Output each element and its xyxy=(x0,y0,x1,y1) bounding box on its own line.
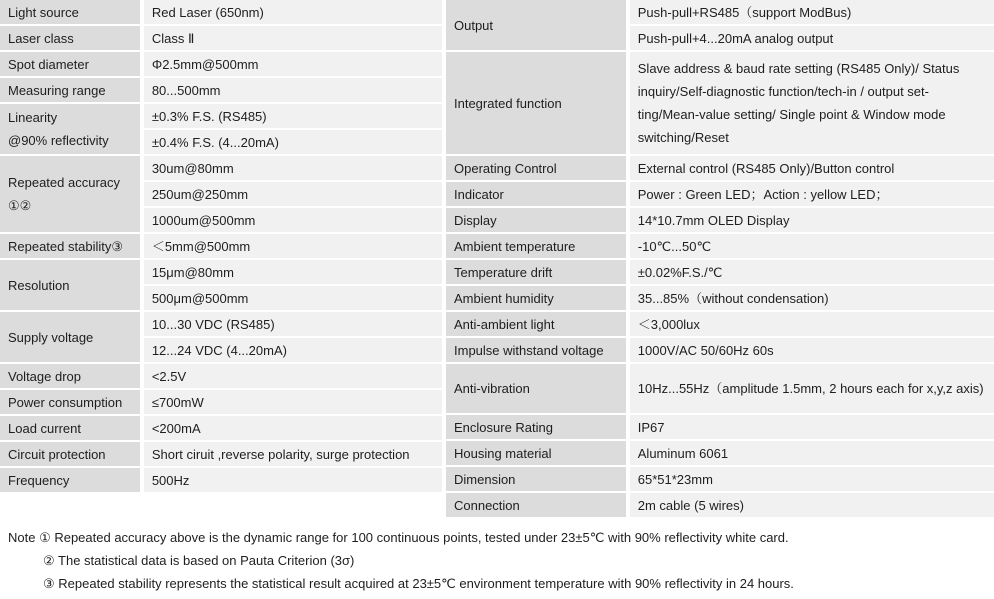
spec-value-cell xyxy=(144,26,442,50)
spec-values xyxy=(144,364,442,388)
spec-table-right xyxy=(446,0,994,519)
spec-label-text: Operating Control xyxy=(454,160,557,176)
spec-label xyxy=(446,312,626,336)
spec-label xyxy=(446,338,626,362)
spec-label-text: Housing material xyxy=(454,445,552,461)
spec-label-text: Integrated function xyxy=(454,95,562,111)
spec-value: Push-pull+RS485（support ModBus) xyxy=(637,4,852,20)
spec-label xyxy=(0,442,140,466)
spec-value: Φ2.5mm@500mm xyxy=(151,56,259,72)
spec-value-cell xyxy=(630,156,994,180)
spec-row-housing-material xyxy=(446,441,994,465)
spec-value: ±0.4% F.S. (4...20mA) xyxy=(151,134,279,150)
spec-label xyxy=(446,234,626,258)
spec-value-cell xyxy=(630,208,994,232)
spec-value-cell xyxy=(144,468,442,492)
spec-value: 35...85%（without condensation) xyxy=(637,290,829,306)
spec-value-cell xyxy=(144,78,442,102)
spec-values xyxy=(144,26,442,50)
spec-row-output xyxy=(446,0,994,50)
spec-value-cell xyxy=(144,442,442,466)
spec-label-text: Temperature drift xyxy=(454,264,553,280)
spec-label-text: Repeated accuracy ①② xyxy=(8,175,121,213)
spec-values xyxy=(630,338,994,362)
spec-value-cell xyxy=(630,260,994,284)
spec-value-cell xyxy=(144,0,442,24)
spec-row-temperature-drift xyxy=(446,260,994,284)
spec-value-cell xyxy=(630,312,994,336)
spec-values xyxy=(630,493,994,517)
spec-values xyxy=(144,468,442,492)
spec-value-cell xyxy=(144,182,442,206)
spec-value-cell xyxy=(144,260,442,284)
spec-value-cell xyxy=(144,338,442,362)
spec-label-text: Anti-vibration xyxy=(454,381,530,396)
spec-row-spot-diameter xyxy=(0,52,442,76)
spec-row-laser-class xyxy=(0,26,442,50)
spec-value-cell xyxy=(630,182,994,206)
spec-value-cell xyxy=(144,130,442,154)
spec-values xyxy=(630,52,994,154)
spec-value: Class Ⅱ xyxy=(151,30,195,46)
spec-row-linearity xyxy=(0,104,442,154)
spec-label xyxy=(446,467,626,491)
spec-value: 10Hz...55Hz（amplitude 1.5mm, 2 hours each for x,y,z axis) xyxy=(637,381,984,396)
spec-label xyxy=(446,441,626,465)
spec-values xyxy=(144,442,442,466)
spec-value-cell xyxy=(630,26,994,50)
spec-row-measuring-range xyxy=(0,78,442,102)
spec-row-operating-control xyxy=(446,156,994,180)
spec-value-cell xyxy=(144,416,442,440)
spec-values xyxy=(144,312,442,362)
spec-row-circuit-protection xyxy=(0,442,442,466)
spec-label xyxy=(0,260,140,310)
spec-value: External control (RS485 Only)/Button control xyxy=(637,160,895,176)
spec-label-text: Supply voltage xyxy=(8,329,94,345)
spec-label xyxy=(0,390,140,414)
spec-values xyxy=(144,52,442,76)
spec-label-text: Repeated stability③ xyxy=(8,238,123,254)
spec-value: Short ciruit ,reverse polarity, surge protection xyxy=(151,446,410,462)
spec-label xyxy=(0,416,140,440)
spec-label xyxy=(0,234,140,258)
spec-row-repeated-accuracy xyxy=(0,156,442,232)
spec-value-cell xyxy=(630,364,994,413)
spec-value: 500Hz xyxy=(151,472,190,488)
spec-value: <2.5V xyxy=(151,368,187,384)
spec-label-text: Connection xyxy=(454,497,520,513)
spec-label-text: Measuring range xyxy=(8,82,106,98)
spec-value-cell xyxy=(630,0,994,24)
spec-table-left xyxy=(0,0,442,494)
spec-label-text: Indicator xyxy=(454,186,504,202)
spec-label-text: Light source xyxy=(8,4,79,20)
spec-row-light-source xyxy=(0,0,442,24)
spec-value-cell xyxy=(144,234,442,258)
spec-value-cell xyxy=(144,390,442,414)
spec-label-text: Linearity @90% reflectivity xyxy=(8,110,109,148)
spec-row-enclosure-rating xyxy=(446,415,994,439)
note-2: ② The statistical data is based on Pauta Criterion (3σ) xyxy=(43,553,355,568)
spec-row-display xyxy=(446,208,994,232)
spec-label-text: Resolution xyxy=(8,277,70,293)
spec-value: ≤700mW xyxy=(151,394,204,410)
spec-row-anti-vibration xyxy=(446,364,994,413)
spec-label-text: Frequency xyxy=(8,472,70,488)
spec-values xyxy=(144,390,442,414)
spec-values xyxy=(144,78,442,102)
spec-value: ＜5mm@500mm xyxy=(151,238,251,254)
spec-label xyxy=(446,182,626,206)
spec-row-ambient-humidity xyxy=(446,286,994,310)
spec-value: 250um@250mm xyxy=(151,186,249,202)
spec-values xyxy=(630,286,994,310)
spec-values xyxy=(630,182,994,206)
spec-value: 80...500mm xyxy=(151,82,221,98)
spec-value-cell xyxy=(630,467,994,491)
notes-section xyxy=(8,526,988,595)
spec-label-text: Voltage drop xyxy=(8,368,82,384)
spec-value: 65*51*23mm xyxy=(637,471,713,487)
spec-values xyxy=(630,467,994,491)
spec-label-text: Impulse withstand voltage xyxy=(454,342,604,358)
note-1: Note ① Repeated accuracy above is the dynamic range for 100 continuous points, tested under 23±5℃ with 90% reflectivity white card. xyxy=(8,530,789,545)
spec-label xyxy=(0,52,140,76)
spec-row-repeated-stability xyxy=(0,234,442,258)
spec-label xyxy=(446,493,626,517)
spec-row-resolution xyxy=(0,260,442,310)
spec-label-text: Load current xyxy=(8,420,81,436)
spec-value-cell xyxy=(144,52,442,76)
spec-value: 12...24 VDC (4...20mA) xyxy=(151,342,287,358)
spec-value-cell xyxy=(630,286,994,310)
spec-label xyxy=(0,0,140,24)
spec-label-text: Display xyxy=(454,212,497,228)
spec-values xyxy=(630,234,994,258)
spec-label-text: Power consumption xyxy=(8,394,123,410)
spec-label xyxy=(446,156,626,180)
spec-value: 10...30 VDC (RS485) xyxy=(151,316,275,332)
spec-value: ±0.02%F.S./℃ xyxy=(637,264,723,280)
spec-row-power-consumption xyxy=(0,390,442,414)
spec-row-integrated-function xyxy=(446,52,994,154)
spec-value: 2m cable (5 wires) xyxy=(637,497,744,513)
spec-row-supply-voltage xyxy=(0,312,442,362)
spec-value: Push-pull+4...20mA analog output xyxy=(637,30,834,46)
spec-values xyxy=(630,260,994,284)
spec-label xyxy=(446,260,626,284)
spec-label xyxy=(0,468,140,492)
spec-values xyxy=(630,441,994,465)
spec-label-text: Dimension xyxy=(454,471,516,487)
spec-value: 1000um@500mm xyxy=(151,212,256,228)
spec-label-text: Circuit protection xyxy=(8,446,106,462)
spec-values xyxy=(630,0,994,50)
spec-row-ambient-temperature xyxy=(446,234,994,258)
spec-value-cell xyxy=(144,156,442,180)
spec-value: 14*10.7mm OLED Display xyxy=(637,212,790,228)
spec-value: 500μm@500mm xyxy=(151,290,249,306)
spec-label xyxy=(0,156,140,232)
spec-label xyxy=(0,78,140,102)
spec-value-cell xyxy=(630,234,994,258)
spec-values xyxy=(630,156,994,180)
spec-row-connection xyxy=(446,493,994,517)
spec-values xyxy=(630,415,994,439)
spec-row-dimension xyxy=(446,467,994,491)
spec-values xyxy=(144,234,442,258)
spec-label-text: Ambient temperature xyxy=(454,238,576,254)
spec-value-cell xyxy=(144,286,442,310)
spec-row-load-current xyxy=(0,416,442,440)
spec-values xyxy=(144,260,442,310)
spec-values xyxy=(630,364,994,413)
spec-values xyxy=(630,208,994,232)
spec-value: IP67 xyxy=(637,419,665,435)
spec-row-anti-ambient-light xyxy=(446,312,994,336)
spec-row-indicator xyxy=(446,182,994,206)
spec-value: Red Laser (650nm) xyxy=(151,4,264,20)
spec-label xyxy=(0,364,140,388)
spec-value: Power : Green LED；Action : yellow LED； xyxy=(637,186,889,202)
note-3: ③ Repeated stability represents the statistical result acquired at 23±5℃ environment temperature with 90% reflectivity in 24 hours. xyxy=(43,576,794,591)
spec-label-text: Spot diameter xyxy=(8,56,89,72)
spec-values xyxy=(144,0,442,24)
spec-label xyxy=(0,26,140,50)
spec-row-voltage-drop xyxy=(0,364,442,388)
spec-values xyxy=(144,104,442,154)
spec-value-cell xyxy=(630,441,994,465)
spec-row-impulse-withstand-voltage xyxy=(446,338,994,362)
spec-value-cell xyxy=(144,104,442,128)
spec-values xyxy=(630,312,994,336)
spec-value: 1000V/AC 50/60Hz 60s xyxy=(637,342,774,358)
spec-label xyxy=(446,208,626,232)
spec-value: 15μm@80mm xyxy=(151,264,234,280)
spec-value-cell xyxy=(630,52,994,154)
spec-values xyxy=(144,416,442,440)
spec-values xyxy=(144,156,442,232)
spec-label-text: Laser class xyxy=(8,30,74,46)
spec-value-cell xyxy=(630,493,994,517)
spec-label xyxy=(446,415,626,439)
spec-value: <200mA xyxy=(151,420,201,436)
spec-row-frequency xyxy=(0,468,442,492)
spec-value: ＜3,000lux xyxy=(637,316,700,332)
spec-value-cell xyxy=(630,415,994,439)
spec-value: Slave address & baud rate setting (RS485 Only)/ Status inquiry/Self-diagnostic function/tech-in / output set-ting/Mean-value setting/ Single point & Window mode switching/Reset xyxy=(637,61,960,145)
spec-value-cell xyxy=(144,312,442,336)
spec-label-text: Output xyxy=(454,17,494,33)
spec-label xyxy=(446,0,626,50)
spec-value-cell xyxy=(630,338,994,362)
spec-label-text: Enclosure Rating xyxy=(454,419,553,435)
spec-value-cell xyxy=(144,208,442,232)
spec-label xyxy=(0,104,140,154)
spec-label xyxy=(446,52,626,154)
spec-label-text: Anti-ambient light xyxy=(454,316,555,332)
spec-value-cell xyxy=(144,364,442,388)
spec-value: -10℃...50℃ xyxy=(637,238,712,254)
spec-label xyxy=(446,364,626,413)
spec-label xyxy=(446,286,626,310)
spec-value: Aluminum 6061 xyxy=(637,445,729,461)
spec-value: ±0.3% F.S. (RS485) xyxy=(151,108,267,124)
spec-label-text: Ambient humidity xyxy=(454,290,554,306)
spec-label xyxy=(0,312,140,362)
spec-value: 30um@80mm xyxy=(151,160,234,176)
